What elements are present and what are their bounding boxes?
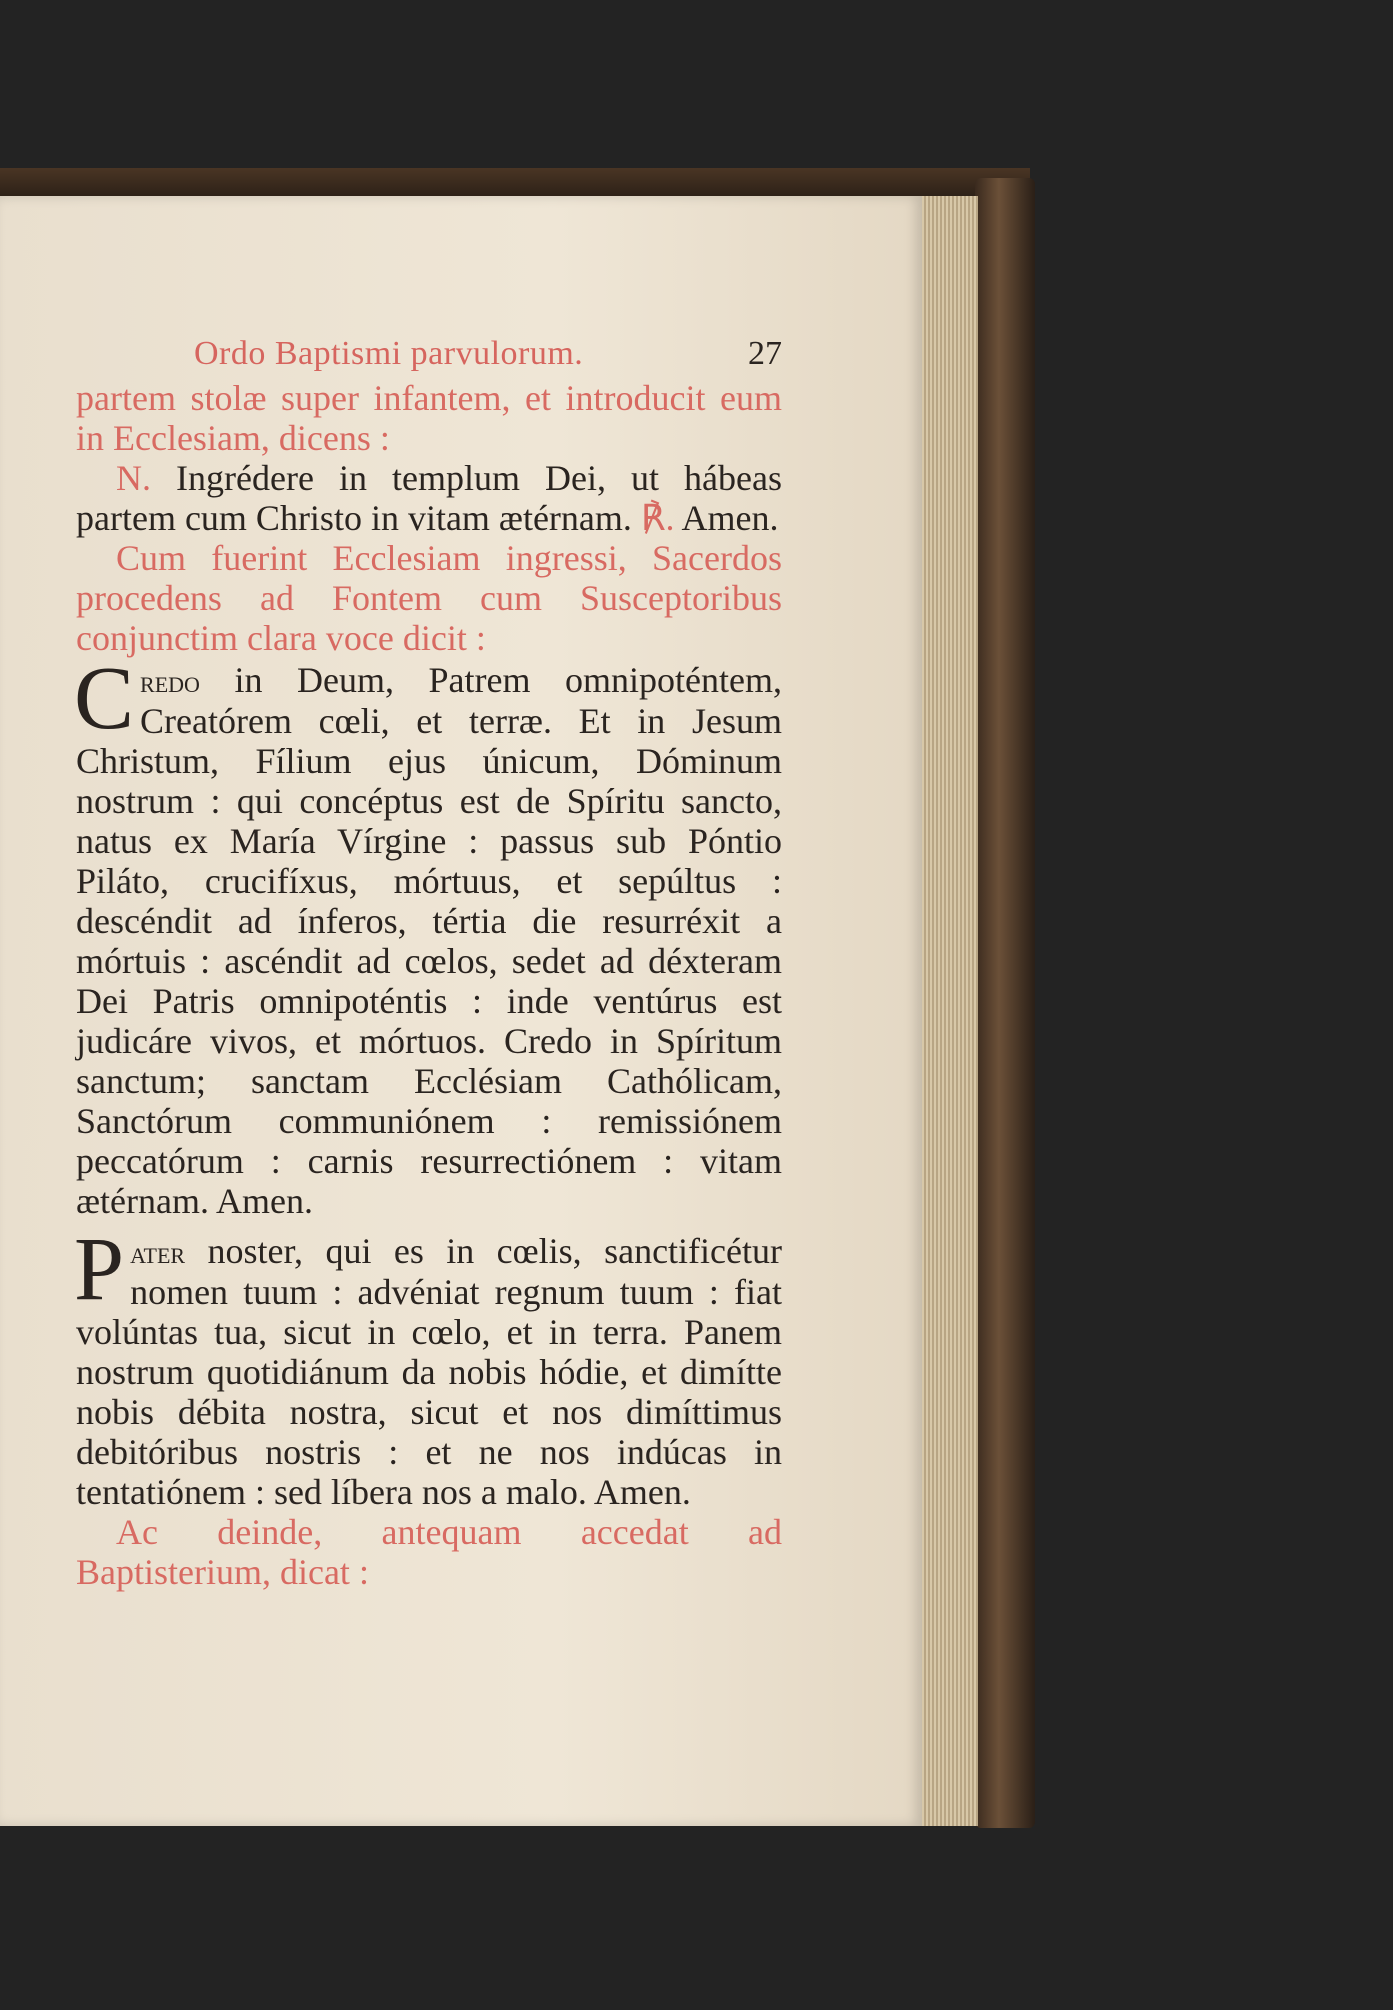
versicle-text: Ingrédere in templum Dei, ut hábeas partem cum Christo in vitam ætérnam. [76,458,782,538]
credo-initial: C [74,649,135,748]
response-marker: ℟. [640,498,675,538]
credo-paragraph [74,649,783,1221]
response-text: Amen. [681,498,779,538]
pater-text: noster, qui es in cœlis, sanctificétur nomen tuum : advéniat regnum tuum : fiat volúntas tua, sicut in cœlo, et in terra. Panem nostrum quotidiánum da nobis hódie, et dimítte nobis débita nostra, sicut et nos dimíttimus debitóribus nostris : et ne nos indúcas in tentatiónem : sed líbera nos a malo. Amen. [76,1231,782,1512]
running-header [76,334,782,374]
credo-text: in Deum, Patrem omnipoténtem, Creatórem cœli, et terræ. Et in Jesum Christum, Fílium ejus únicum, Dóminum nostrum : qui concéptus est de Spíritu sancto, natus ex María Vírgine : passus sub Póntio Piláto, crucifíxus, mórtuus, et sepúltus : descéndit ad ínferos, tértia die resurréxit a mórtuis : ascéndit ad cœlos, sedet ad déxteram Dei Patris omnipoténtis : inde ventúrus est judicáre vivos, et mórtuos. Credo in Spíritum sanctum; sanctam Ecclésiam Cathólicam, Sanctórum communiónem : remissiónem peccatórum : carnis resurrectiónem : vitam ætérnam. Amen. [76,660,783,1221]
page-text-block [76,334,782,1592]
page-edges [918,196,978,1826]
rubric-baptistery: Ac deinde, antequam accedat ad Baptisterium, dicat : [76,1512,782,1592]
book-page [0,196,922,1826]
book-spine [975,178,1035,1828]
rubric-introduction: partem stolæ super infantem, et introducit eum in Ecclesiam, dicens : [76,378,782,458]
running-title: Ordo Baptismi parvulorum. [194,335,584,372]
pater-paragraph [74,1220,782,1512]
versicle-marker: N. [116,458,151,498]
credo-smallcaps: redo [140,663,200,699]
pater-smallcaps: ater [130,1234,186,1270]
rubric-entering-church: Cum fuerint Ecclesiam ingressi, Sacerdos procedens ad Fontem cum Susceptoribus conjunctim clara voce dicit : [76,538,782,658]
book-cover-top-edge [0,168,1030,198]
versicle-paragraph [76,458,782,538]
pater-initial: P [74,1220,125,1319]
page-number: 27 [748,335,782,372]
